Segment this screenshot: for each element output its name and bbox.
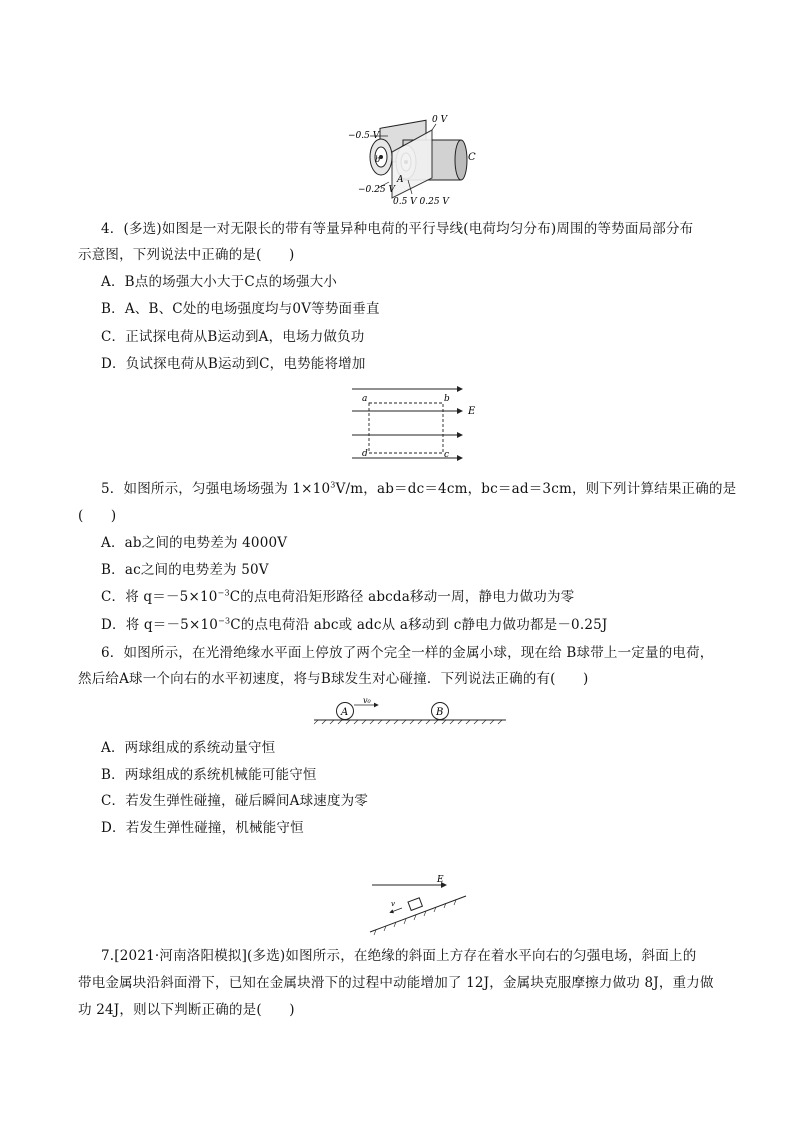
q6-option-b: B．两球组成的系统机械能可能守恒 [101, 767, 317, 783]
q5-option-c-pre: C．将 q＝－5×10 [101, 589, 218, 605]
label-neg025v: −0.25 V [358, 185, 395, 195]
balls-figure [314, 696, 506, 726]
q7-stem-line3: 功 24J，则以下判断正确的是( ) [78, 1002, 295, 1018]
label-b: b [444, 394, 450, 404]
q5-stem-line1 [101, 480, 736, 498]
velocity-label: v₀ [363, 696, 371, 705]
q4-option-b: B．A、B、C处的电场强度均与0V等势面垂直 [101, 301, 380, 317]
label-a: A [397, 175, 404, 185]
q6-stem-line2: 然后给A球一个向右的水平初速度，将与B球发生对心碰撞．下列说法正确的有( ) [78, 671, 589, 687]
q5-option-a: A．ab之间的电势差为 4000V [101, 535, 288, 551]
q5-option-d-pre: D．将 q＝－5×10 [101, 617, 219, 633]
q4-option-a: A．B点的场强大小大于C点的场强大小 [101, 274, 338, 290]
q5-option-c [101, 588, 574, 606]
field-e-label: E [437, 875, 444, 885]
incline-figure [366, 872, 470, 938]
ball-b-label: B [436, 707, 444, 718]
q4-option-d: D．负试探电荷从B运动到C，电势能将增加 [101, 356, 366, 372]
ball-a-label: A [341, 707, 349, 718]
q4-option-c: C．正试探电荷从B运动到A，电场力做负功 [101, 329, 365, 345]
label-neg05v: −0.5 V [348, 131, 380, 141]
q5-option-d-post: C的点电荷沿 abc或 adc从 a移动到 c静电力做功都是－0.25J [230, 617, 608, 633]
q7-stem-line1: 7.[2021·河南洛阳模拟](多选)如图所示，在绝缘的斜面上方存在着水平向右的匀强电场，斜面上的 [101, 948, 697, 964]
uniform-field-figure [348, 382, 478, 464]
q5-option-c-post: C的点电荷沿矩形路径 abcda移动一周，静电力做功为零 [229, 589, 575, 605]
q5-stem-pre: 5．如图所示，匀强电场场强为 1×10 [101, 481, 331, 497]
q6-stem-line1: 6．如图所示，在光滑绝缘水平面上停放了两个完全一样的金属小球，现在给 B球带上一定量的电荷， [101, 645, 714, 661]
q5-option-d [101, 616, 608, 634]
q5-stem-post: V/m，ab＝dc＝4cm，bc＝ad＝3cm，则下列计算结果正确的是 [335, 481, 737, 497]
label-c: c [444, 450, 450, 460]
q6-option-c: C．若发生弹性碰撞，碰后瞬间A球速度为零 [101, 793, 369, 809]
label-bottom: 0.5 V 0.25 V [393, 197, 449, 207]
q5-option-b: B．ac之间的电势差为 50V [101, 562, 269, 578]
label-c: C [468, 152, 476, 163]
q5-stem-line2: ( ) [78, 508, 117, 524]
q7-stem-line2: 带电金属块沿斜面滑下，已知在金属块滑下的过程中动能增加了 12J，金属块克服摩擦力做功 8J，重力做 [78, 975, 714, 991]
label-0v: 0 V [432, 115, 448, 125]
q6-option-d: D．若发生弹性碰撞，机械能守恒 [101, 820, 304, 836]
label-a: a [362, 394, 368, 404]
label-d: d [362, 449, 368, 459]
q4-stem-line2: 示意图，下列说法中正确的是( ) [78, 247, 295, 263]
velocity-v-label: v [391, 900, 395, 908]
label-b: b [375, 155, 381, 164]
label-e: E [468, 406, 476, 417]
q5-option-c-exponent: −3 [217, 588, 230, 598]
q6-option-a: A．两球组成的系统动量守恒 [101, 740, 276, 756]
q4-stem-line1: 4．(多选)如图是一对无限长的带有等量异种电荷的平行导线(电荷均匀分布)周围的等势面局部分布 [101, 221, 694, 237]
cylinders-figure [348, 112, 478, 208]
q5-option-d-exponent: −3 [218, 616, 231, 626]
q5-stem-exponent: 3 [330, 480, 336, 490]
